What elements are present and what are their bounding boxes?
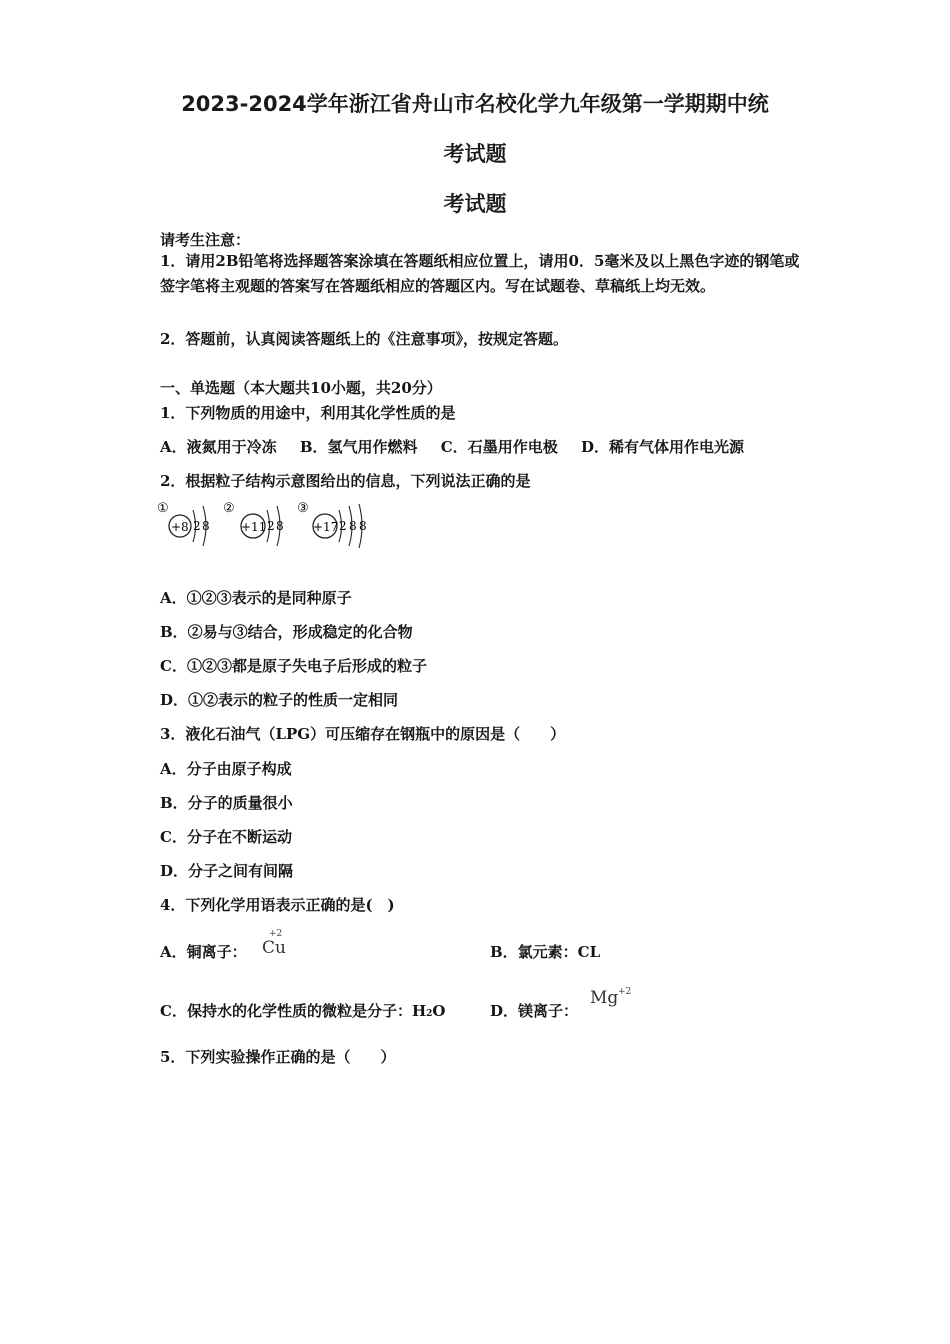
q4-option-b: B．氯元素：CL [490,943,601,961]
q2-option-a: A．①②③表示的是同种原子 [160,589,352,607]
q4-option-d-symbol: Mg [590,988,619,1008]
notice-heading: 请考生注意： [160,231,251,249]
diagram-label-2: ② [223,501,235,516]
q4-option-c [160,1000,445,1021]
shell-2-2: 8 [276,519,284,533]
diagram-label-3: ③ [297,501,309,516]
q4-option-d-label: D．镁离子： [490,1002,579,1020]
q4-option-a [160,941,247,962]
shell-1-1: 2 [193,519,201,533]
shell-3-2: 8 [349,519,357,533]
q1-options [160,436,762,457]
nucleus-charge-1: +8 [171,520,189,534]
q1-option-a: A．液氮用于冷冻 [160,438,277,456]
q4-option-d-charge: +2 [618,987,632,997]
exam-title-line3: 考试题 [443,192,507,216]
shell-3-1: 2 [339,519,347,533]
q4-option-a-symbol: Cu [262,938,286,958]
q4-stem: 4．下列化学用语表示正确的是( ) [160,896,395,914]
q2-option-c: C．①②③都是原子失电子后形成的粒子 [160,657,427,675]
q4-option-d [490,1000,578,1021]
q2-option-b: B．②易与③结合，形成稳定的化合物 [160,623,413,641]
exam-title-line2: 考试题 [443,142,507,166]
exam-title-line1: 2023-2024学年浙江省舟山市名校化学九年级第一学期期中统 [181,92,769,116]
q2-stem: 2．根据粒子结构示意图给出的信息，下列说法正确的是 [160,472,531,490]
q1-option-d: D．稀有气体用作电光源 [580,438,744,456]
q3-option-b: B．分子的质量很小 [160,794,293,812]
nucleus-charge-2: +11 [241,520,267,534]
section-heading: 一、单选题（本大题共10小题，共20分） [160,379,442,397]
q1-option-c: C．石墨用作电极 [440,438,558,456]
q4-option-c-label: C．保持水的化学性质的微粒是分子： [160,1002,412,1020]
q1-stem: 1．下列物质的用途中，利用其化学性质的是 [160,404,456,422]
shell-1-2: 8 [202,519,210,533]
notice-item-1: 1．请用2B铅笔将选择题答案涂填在答题纸相应位置上，请用0．5毫米及以上黑色字迹的钢笔或签字笔将主观题的答案写在答题纸相应的答题区内。写在试题卷、草稿纸上均无效。 [160,252,800,295]
q3-option-c: C．分子在不断运动 [160,828,292,846]
particle-structure-diagrams [155,498,385,550]
q3-stem: 3．液化石油气（LPG）可压缩存在钢瓶中的原因是（ ） [160,725,566,743]
q3-option-a: A．分子由原子构成 [160,760,292,778]
q5-stem: 5．下列实验操作正确的是（ ） [160,1048,396,1066]
q1-option-b: B．氢气用作燃料 [299,438,418,456]
nucleus-charge-3: +17 [313,520,339,534]
water-formula: H2O [411,1002,446,1020]
notice-item-2: 2．答题前，认真阅读答题纸上的《注意事项》，按规定答题。 [160,330,568,348]
q4-option-a-charge: +2 [269,929,283,939]
particle-diagram-2 [223,501,284,546]
particle-diagram-1 [157,501,210,546]
diagram-label-1: ① [157,501,169,516]
q3-option-d: D．分子之间有间隔 [160,862,294,880]
q4-option-a-label: A．铜离子： [160,943,247,961]
q2-option-d: D．①②表示的粒子的性质一定相同 [160,691,399,709]
shell-2-1: 2 [267,519,275,533]
shell-3-3: 8 [359,519,367,533]
particle-diagram-3 [297,501,367,548]
